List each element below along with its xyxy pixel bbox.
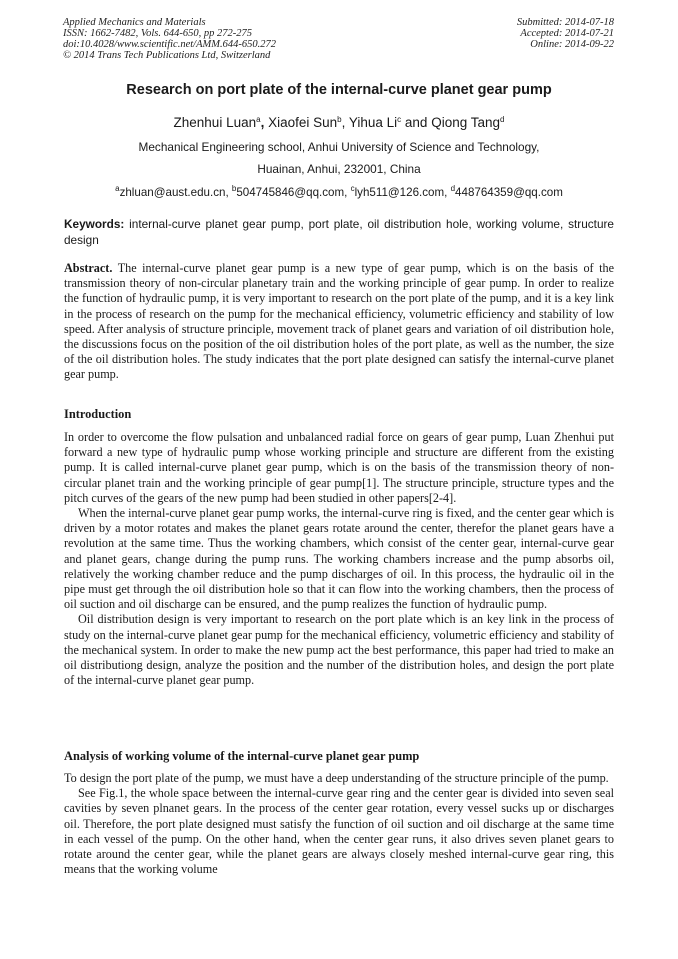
email-sup: d: [450, 184, 456, 193]
author-sup: c: [397, 115, 402, 124]
submitted-date: Submitted: 2014-07-18: [516, 17, 614, 28]
copyright-line: © 2014 Trans Tech Publications Ltd, Switzerland: [63, 50, 271, 61]
author-separator: and: [401, 115, 432, 130]
author-name: Zhenhui Luan: [173, 115, 257, 130]
analysis-body: [64, 771, 614, 877]
author-separator: ,: [260, 115, 269, 130]
abstract-label: Abstract.: [64, 261, 113, 275]
abstract: [64, 261, 614, 383]
author-name: Qiong Tang: [431, 115, 500, 130]
issn-line: ISSN: 1662-7482, Vols. 644-650, pp 272-275: [63, 28, 252, 39]
author-name: Yihua Li: [348, 115, 398, 130]
section-heading-analysis: Analysis of working volume of the internal-curve planet gear pump: [64, 749, 420, 763]
keywords-text: internal-curve planet gear pump, port plate, oil distribution hole, working volume, structure design: [64, 217, 614, 247]
author-separator: ,: [341, 115, 349, 130]
author-emails: [0, 184, 678, 199]
email: 448764359@qq.com: [455, 186, 563, 199]
email: lyh511@126.com,: [354, 186, 451, 199]
affiliation-line-2: Huainan, Anhui, 232001, China: [257, 162, 421, 176]
paragraph: See Fig.1, the whole space between the internal-curve gear ring and the center gear is divided into seven seal cavities by seven plnanet gears. In the process of the center gear rotation, every vessel sucks up or discharges oil. Therefore, the port plate designed must satisfy the function of oil suction and oil discharge at the same time in each vessel of the pump. On the other hand, when the center gear runs, it also drives seven planet gears to rotate around the center gear, while the planet gears are always closely meshed internal-curve gear ring, this means that the working volume: [64, 786, 614, 877]
email: zhluan@aust.edu.cn,: [119, 186, 232, 199]
paragraph: In order to overcome the flow pulsation and unbalanced radial force on gears of gear pump, Luan Zhenhui put forward a new type of hydraulic pump whose working principle and structure are different from the existing pump. It is called internal-curve planet gear pump, which is on the basis of the transmission theory of non-circular planet train and the working principle of gear pump[1]. The structure principle, structure types and the pitch curves of the gears of the new pump had been studied in other papers[2-4].: [64, 430, 614, 505]
author-list: [0, 115, 678, 130]
accepted-date: Accepted: 2014-07-21: [520, 28, 614, 39]
author-sup: b: [337, 115, 342, 124]
email-sup: b: [231, 184, 237, 193]
paper-title: Research on port plate of the internal-curve planet gear pump: [126, 82, 552, 98]
introduction-body: [64, 430, 614, 688]
dates-info: [517, 17, 614, 50]
email-sup: a: [115, 184, 120, 193]
author-sup: a: [256, 115, 261, 124]
author-name: Xiaofei Sun: [268, 115, 338, 130]
keywords: [64, 216, 614, 248]
online-date: Online: 2014-09-22: [530, 39, 614, 50]
email-sup: c: [350, 184, 355, 193]
keywords-label: Keywords:: [64, 217, 125, 231]
section-heading-introduction: Introduction: [64, 407, 132, 421]
affiliation-line-1: Mechanical Engineering school, Anhui University of Science and Technology,: [138, 140, 540, 154]
paragraph: Oil distribution design is very important to research on the port plate which is an key link in the process of study on the internal-curve planet gear pump for the mechanical efficiency, volumetric efficiency and stability of the mechanical system. In order to make the new pump act the best performance, this paper had tried to make an oil distributiong design, analyze the position and the number of the distribution holes, and design the port plate of the internal-curve planet gear pump.: [64, 612, 614, 688]
abstract-text: The internal-curve planet gear pump is a new type of gear pump, which is on the basis of the transmission theory of non-circular planetary train and the working principle of gear pump. In order to realize the function of hydraulic pump, it is very important to research on the port plate of the pump, and it is a key link in the process of research on the pump for the mechanical efficiency, volumetric efficiency and stability of low speed. After analysis of structure principle, movement track of planet gears and variation of oil distribution hole, the discussions focus on the position of the oil distribution holes of the port plate, as well as the number, the size of the oil distribution holes. The study indicates that the port plate designed can satisfy the internal-curve planet gear pump.: [64, 261, 614, 382]
doi-line: doi:10.4028/www.scientific.net/AMM.644-650.272: [63, 39, 276, 50]
journal-info: [63, 17, 276, 61]
journal-name: Applied Mechanics and Materials: [63, 17, 206, 28]
paragraph: To design the port plate of the pump, we must have a deep understanding of the structure principle of the pump.: [64, 771, 609, 785]
author-sup: d: [500, 115, 505, 124]
paragraph: When the internal-curve planet gear pump works, the internal-curve ring is fixed, and the center gear which is driven by a motor rotates and makes the planet gears rotate around the center, therefor the planet gears have a revolution at the same time. Thus the working chambers, which consist of the center gear, internal-curve gear and planet gears, change during the pump runs. The working chambers increase and the pump absorbs oil, relatively the working chamber reduce and the pump discharges of oil. In this process, the hydraulic oil in the pipe must get through the oil distribution hole so that it can flow into the working chambers, then the process of oil suction and oil discharge can be ensured, and the pump realizes the function of hydraulic pump.: [64, 506, 614, 612]
email: 504745846@qq.com,: [236, 186, 351, 199]
